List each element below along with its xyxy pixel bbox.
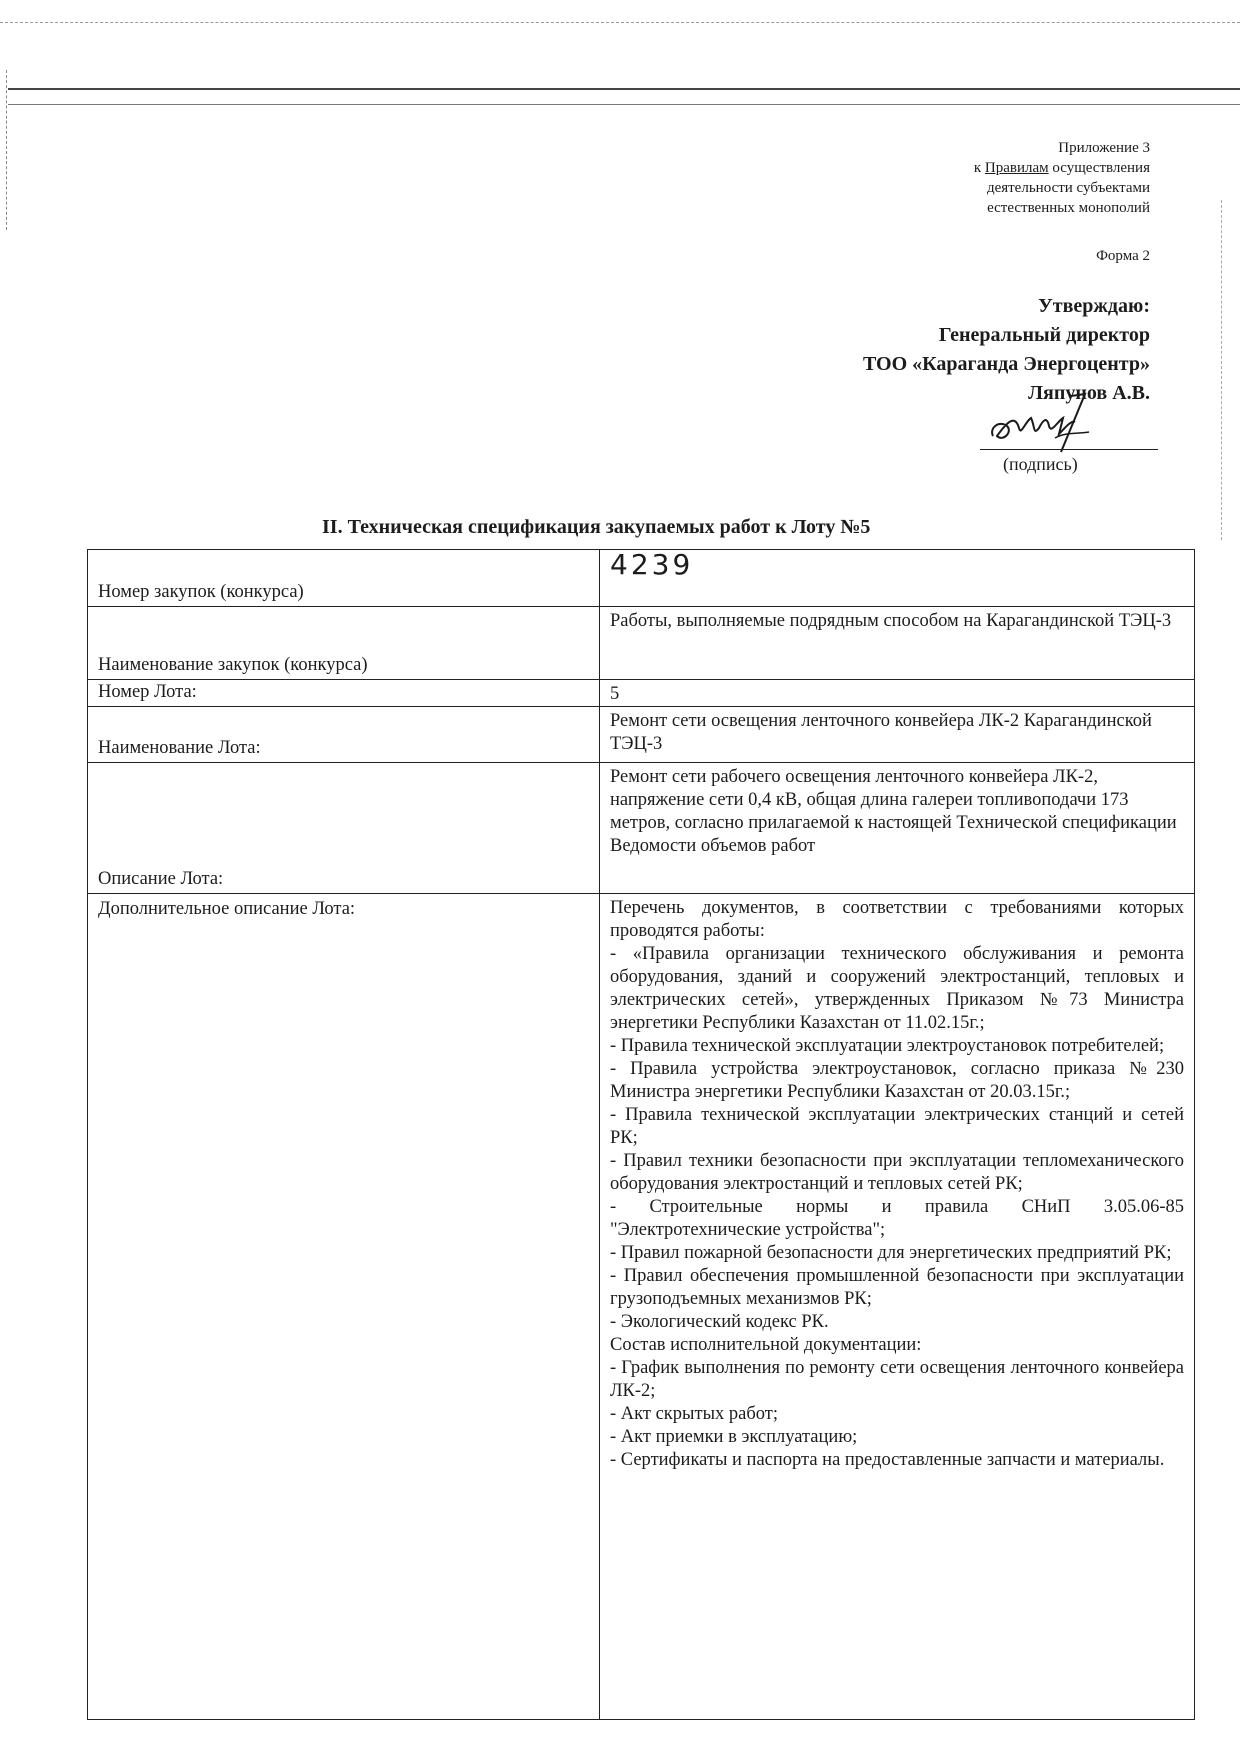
doc-line: - Правила устройства электроустановок, согласно приказа №230 Министра энергетики Республики Казахстан от 20.03.15г.; xyxy=(610,1059,1184,1102)
rules-link: Правилам xyxy=(984,160,1049,176)
section-title: II. Техническая спецификация закупаемых работ к Лоту №5 xyxy=(322,516,871,538)
row-value: Ремонт сети освещения ленточного конвейера ЛК-2 Карагандинской ТЭЦ-3 xyxy=(600,707,1195,763)
signature-line xyxy=(980,449,1158,450)
doc-line: - Акт приемки в эксплуатацию; xyxy=(610,1427,858,1447)
doc-line: - Акт скрытых работ; xyxy=(610,1404,778,1424)
row-value: Ремонт сети рабочего освещения ленточного конвейера ЛК-2, напряжение сети 0,4 кВ, общая длина галереи топливоподачи 173 метров, согласно прилагаемой к настоящей Технической спецификации Ведомости объемов работ xyxy=(600,763,1195,894)
approval-line-4: Ляпунов А.В. xyxy=(1028,382,1150,404)
row-label: Номер Лота: xyxy=(88,680,600,707)
scan-rule xyxy=(8,88,1240,90)
table-row xyxy=(88,707,1195,763)
table-row xyxy=(88,894,1195,1720)
row-label: Описание Лота: xyxy=(88,763,600,894)
doc-line: - Экологический кодекс РК. xyxy=(610,1312,829,1332)
doc-line: Перечень документов, в соответствии с требованиями которых проводятся работы: xyxy=(610,898,1184,941)
appendix-line-3: деятельности субъектами xyxy=(986,180,1150,196)
row-value: 5 xyxy=(600,680,1195,707)
doc-line: Состав исполнительной документации: xyxy=(610,1335,922,1355)
scan-edge-right xyxy=(1221,200,1222,540)
row-label: Номер закупок (конкурса) xyxy=(88,550,600,607)
approval-block xyxy=(863,292,1150,408)
doc-line: - «Правила организации технического обслуживания и ремонта оборудования, зданий и сооружений электростанций, тепловых и электрических сетей», утвержденных Приказом №73 Министра энергетики Республики Казахстан от 11.02.15г.; xyxy=(610,944,1184,1033)
form-label: Форма 2 xyxy=(1096,248,1150,264)
approval-line-3: ТОО «Караганда Энергоцентр» xyxy=(862,353,1150,375)
scan-edge-top xyxy=(0,22,1240,23)
table-row xyxy=(88,550,1195,607)
doc-line: - Правил техники безопасности при эксплуатации тепломеханического оборудования электростанций и тепловых сетей РК; xyxy=(610,1151,1184,1194)
row-label: Наименование закупок (конкурса) xyxy=(88,607,600,680)
row-label: Наименование Лота: xyxy=(88,707,600,763)
table-row xyxy=(88,607,1195,680)
appendix-line-4: естественных монополий xyxy=(987,200,1150,216)
row-value: Работы, выполняемые подрядным способом на Карагандинской ТЭЦ-3 xyxy=(600,607,1195,680)
scan-edge-left xyxy=(6,70,7,230)
doc-line: - Правил обеспечения промышленной безопасности при эксплуатации грузоподъемных механизмов РК; xyxy=(610,1266,1184,1309)
approval-line-1: Утверждаю: xyxy=(1038,295,1150,317)
doc-line: - Правила технической эксплуатации электрических станций и сетей РК; xyxy=(610,1105,1184,1148)
additional-description xyxy=(600,894,1195,1720)
doc-line: - Правил пожарной безопасности для энергетических предприятий РК; xyxy=(610,1243,1172,1263)
doc-line: - Строительные нормы и правила СНиП 3.05.06-85 "Электротехнические устройства"; xyxy=(610,1197,1184,1240)
table-row xyxy=(88,763,1195,894)
signature-caption: (подпись) xyxy=(1003,454,1078,474)
row-label: Дополнительное описание Лота: xyxy=(88,894,600,1720)
appendix-line-1: Приложение 3 xyxy=(1058,140,1150,156)
table-row xyxy=(88,680,1195,707)
doc-line: - График выполнения по ремонту сети освещения ленточного конвейера ЛК-2; xyxy=(610,1358,1184,1401)
appendix-line-2: к Правилам осуществления xyxy=(973,160,1150,176)
doc-line: - Сертификаты и паспорта на предоставленные запчасти и материалы. xyxy=(610,1450,1165,1470)
purchase-number-handwritten: 4239 xyxy=(600,550,1195,607)
doc-line: - Правила технической эксплуатации электроустановок потребителей; xyxy=(610,1036,1165,1056)
approval-line-2: Генеральный директор xyxy=(938,324,1150,346)
handwritten-signature xyxy=(985,392,1105,454)
scan-rule-thin xyxy=(8,104,1240,105)
appendix-note xyxy=(974,138,1150,218)
spec-table xyxy=(87,549,1195,1720)
